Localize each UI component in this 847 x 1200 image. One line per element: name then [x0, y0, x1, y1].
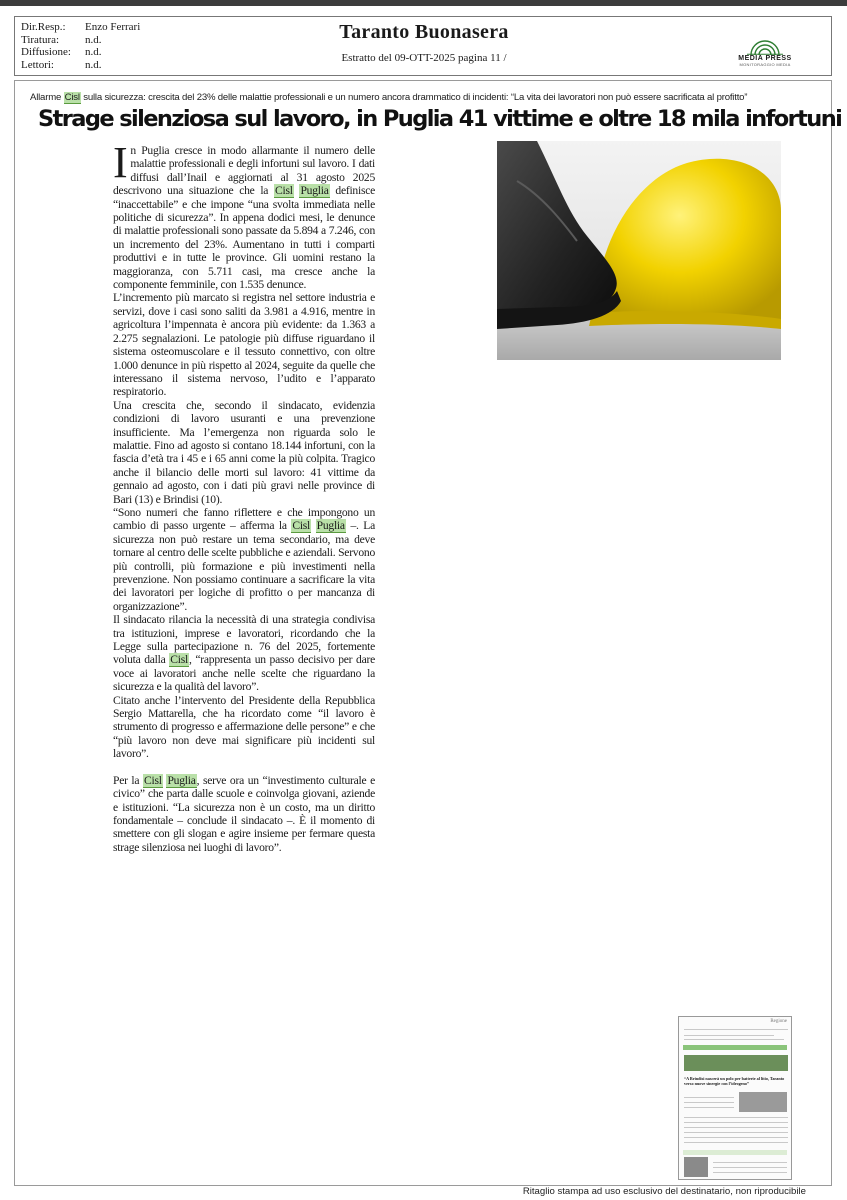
keyword-highlight: Cisl [275, 184, 293, 198]
paragraph [113, 138, 376, 292]
paragraph-text: –. La sicurezza non può restare un tema secondario, ma deve tornare al centro delle scelte pubbliche e aziendali. Servono più controlli, più formazione e più investimenti nella prevenzione. Non possiamo continuare a sacrificare la vita dei lavoratori per logiche di profitto o per mancanza di organizzazione”. [113, 519, 375, 613]
article-kicker [30, 92, 810, 103]
thumb-rule [713, 1162, 787, 1163]
thumb-rule [684, 1097, 734, 1098]
meta-label: Diffusione: [21, 46, 71, 58]
thumb-rule [684, 1127, 788, 1128]
paragraph-text: , “rappresenta un passo decisivo per dare voce ai lavoratori anche nelle scelte che riguardano la sicurezza e la qualità del lavoro”. [113, 653, 375, 694]
helmet-shape [597, 159, 781, 321]
paragraph [113, 506, 375, 613]
extract-date: Estratto del 09-OTT-2025 pagina 11 / [341, 52, 507, 64]
thumb-rule [684, 1107, 734, 1108]
thumbnail-headline: “A Brindisi nascerà un polo per batterie al litio, Taranto verso nuove sinergie con l’idrogeno” [684, 1076, 785, 1086]
meta-label: Tiratura: [21, 33, 60, 46]
thumbnail-section: Regione [770, 1019, 787, 1024]
thumb-rule [684, 1142, 788, 1143]
paragraph-text: n Puglia cresce in modo allarmante il numero delle malattie professionali e degli infortuni sul lavoro. I dati diffusi dall’Inail e aggiornati al 31 agosto 2025 descrivono una situazione che la [113, 144, 375, 198]
thumb-highlight-bar [683, 1150, 787, 1155]
logo-name: MEDIA PRESS [738, 55, 792, 62]
thumb-highlight-bar [683, 1045, 787, 1050]
keyword-highlight: Cisl [292, 519, 311, 533]
keyword-highlight: Puglia [167, 773, 196, 787]
newspaper-title: Taranto Buonasera [339, 21, 509, 43]
logo-arcs-icon [745, 37, 785, 55]
article-body [113, 138, 376, 854]
keyword-highlight: Cisl [170, 653, 188, 667]
space [311, 519, 316, 532]
keyword-highlight: Puglia [300, 184, 329, 198]
keyword-highlight: Cisl [144, 773, 162, 787]
article-headline: Strage silenziosa sul lavoro, in Puglia 41 vittime e oltre 18 mila infortuni [38, 106, 842, 132]
meta-value: n.d. [85, 46, 102, 58]
thumb-photo [684, 1157, 708, 1177]
paragraph-text: Il sindacato rilancia la necessità di una strategia condivisa tra istituzioni, imprese e lavoratori, ricordando che la Legge sulla partecipazione n. 76 del 2025, fortemente voluta dalla [113, 613, 375, 667]
paragraph [113, 774, 375, 854]
thumb-rule [684, 1035, 774, 1036]
kicker-text: sulla sicurezza: crescita del 23% delle malattie professionali e un numero ancora drammatico di incidenti: “La vita dei lavoratori non può essere sacrificata al profitto” [80, 92, 748, 103]
footer-disclaimer: Ritaglio stampa ad uso esclusivo del destinatario, non riproducibile [522, 1186, 806, 1197]
thumb-photo [739, 1092, 787, 1112]
thumb-photo [684, 1055, 788, 1071]
article-photo [497, 141, 781, 360]
thumb-rule [684, 1039, 784, 1040]
page-thumbnail [678, 1016, 792, 1180]
paragraph: Citato anche l’intervento del Presidente della Repubblica Sergio Mattarella, che ha ricordato come “il lavoro è strumento di progresso e affermazione delle persone” e che “più lavoro non deve mai significare più incidenti sul lavoro”. [113, 693, 375, 761]
thumb-rule [684, 1137, 788, 1138]
logo-sub: MONITORAGGIO MEDIA [739, 62, 791, 67]
paragraph: Una crescita che, secondo il sindacato, evidenzia condizioni di lavoro usuranti e una prevenzione insufficiente. Ma l’emergenza non riguarda solo le malattie. Fino ad agosto si contano 18.144 infortuni, con la fascia d’età tra i 45 e i 65 anni come la più colpita. Tragico anche il bilancio delle morti sul lavoro: 41 vittime da gennaio ad agosto, con i dati più gravi nelle province di Bari (13) e Brindisi (10). [113, 398, 375, 506]
thumb-rule [684, 1102, 734, 1103]
keyword-highlight: Cisl [64, 92, 80, 103]
kicker-text: Allarme [30, 92, 64, 103]
paragraph: L’incremento più marcato si registra nel settore industria e servizi, dove i casi sono saliti da 3.981 a 4.916, mentre in agricoltura l’impennata è ancora più evidente: da 1.363 a 2.275 segnalazioni. Le patologie più diffuse riguardano il sistema osteomuscolare e il tessuto connettivo, con oltre 1.000 denunce in più rispetto al 2024, seguite da quelle che interessano il sistema nervoso, l’udito e l’apparato respiratorio. [113, 291, 375, 399]
paragraph [113, 613, 375, 693]
thumb-rule [713, 1172, 787, 1173]
meta-value: n.d. [85, 58, 102, 71]
thumb-rule [713, 1167, 787, 1168]
paragraph-text: definisce “inaccettabile” e che impone “una svolta immediata nelle politiche di sicurezza”. In appena dodici mesi, le denunce di malattie professionali sono passate da 5.894 a 7.246, con un incremento del 23%. Aumentano in tutti i comparti produttivi e in tutte le province. Gli uomini restano la maggioranza, con 5.711 casi, ma cresce anche la componente femminile, con 1.535 denunce. [113, 184, 376, 292]
window-top-bar [0, 0, 847, 6]
paragraph-text: “Sono numeri che fanno riflettere e che impongono un cambio di passo urgente – afferma la [113, 505, 375, 533]
paragraph-text: , serve ora un “investimento culturale e civico” che parta dalle scuole e coinvolga giovani, aziende e istituzioni. “La sicurezza non è un costo, ma un diritto fondamentale – conclude il sindacato –. È il momento di smettere con gli slogan e agire insieme per fermare questa strage silenziosa nei luoghi di lavoro”. [113, 773, 375, 854]
meta-label: Dir.Resp.: [21, 21, 66, 33]
keyword-highlight: Puglia [316, 519, 345, 533]
thumb-rule [684, 1132, 788, 1133]
meta-value: n.d. [85, 33, 102, 46]
thumb-rule [684, 1117, 788, 1118]
boot-and-helmet-image [497, 141, 781, 360]
press-header [14, 16, 832, 76]
media-press-logo [729, 37, 801, 73]
meta-value: Enzo Ferrari [85, 21, 141, 33]
thumb-rule [684, 1029, 788, 1030]
boot-shape [497, 141, 617, 316]
thumb-rule [684, 1122, 788, 1123]
drop-cap: I [113, 138, 128, 187]
paragraph-text: Per la [113, 773, 144, 787]
meta-label: Lettori: [21, 58, 54, 71]
